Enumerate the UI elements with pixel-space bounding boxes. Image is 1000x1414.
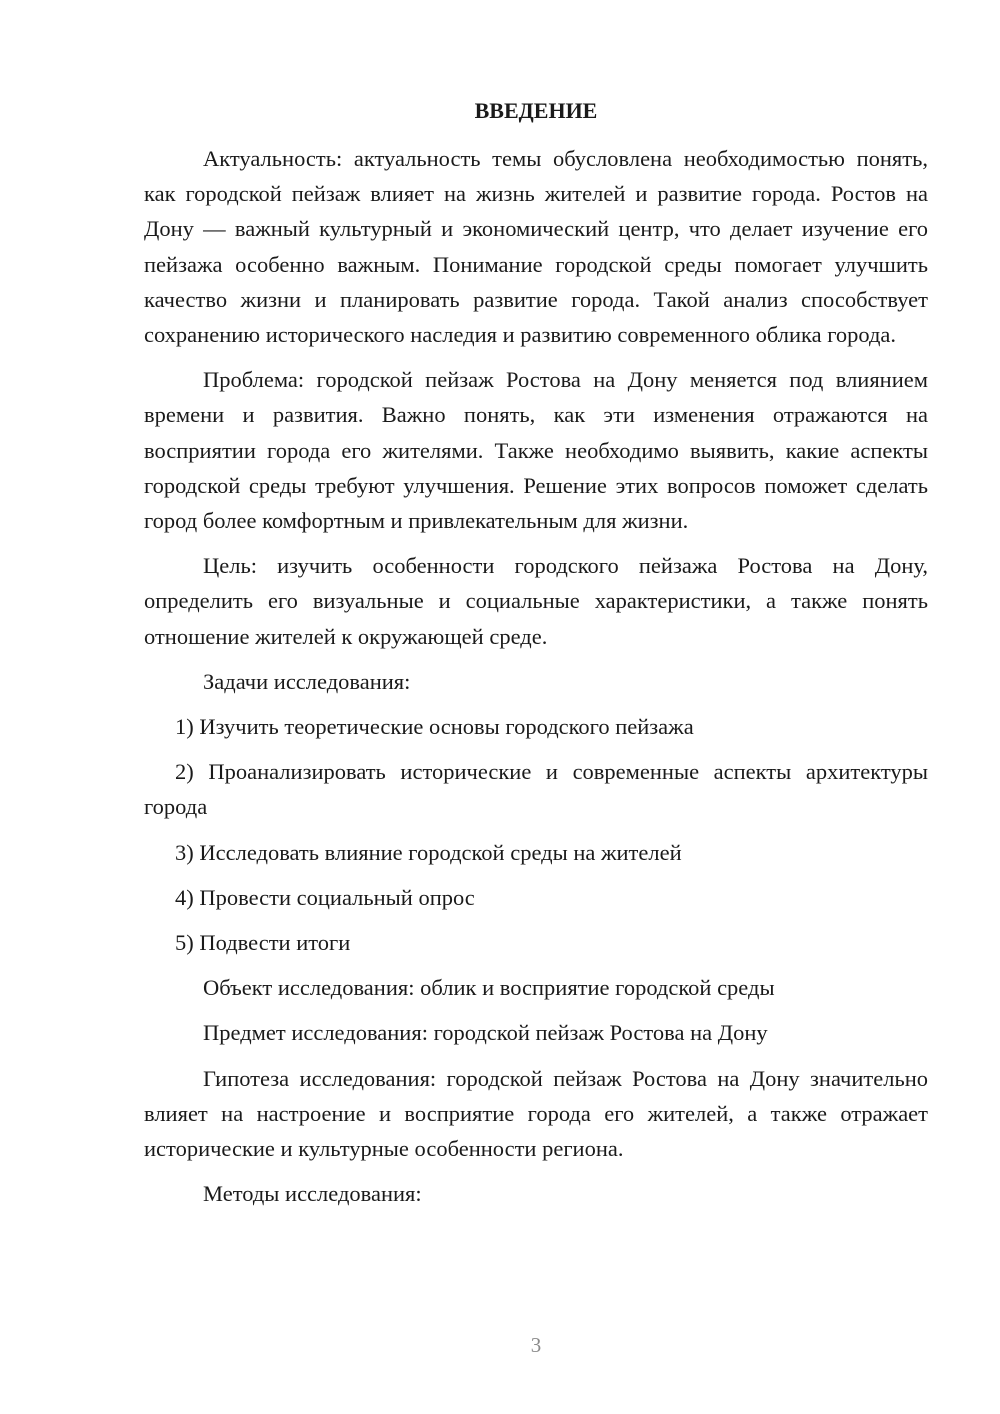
task-item-5: 5) Подвести итоги bbox=[175, 930, 351, 956]
task-item-3: 3) Исследовать влияние городской среды на жителей bbox=[175, 839, 682, 865]
task-item-4: 4) Провести социальный опрос bbox=[175, 884, 475, 910]
paragraph-relevance: Актуальность: актуальность темы обусловлена необходимостью понять, как городской пейзаж влияет на жизнь жителей и развитие города. Ростов на Дону — важный культурный и экономический центр, что делает изучение его пейзажа особенно важным. Понимание городской среды помогает улучшить качество жизни и планировать развитие города. Такой анализ способствует сохранению исторического наследия и развитию современного облика города. bbox=[144, 146, 928, 348]
methods-heading: Методы исследования: bbox=[203, 1181, 422, 1207]
page-number: 3 bbox=[530, 1333, 542, 1357]
document-page bbox=[144, 96, 928, 1221]
task-item-1: 1) Изучить теоретические основы городского пейзажа bbox=[175, 714, 694, 740]
page-title: ВВЕДЕНИЕ bbox=[474, 98, 598, 123]
paragraph-hypothesis: Гипотеза исследования: городской пейзаж Ростова на Дону значительно влияет на настроение и восприятие города его жителей, а также отражает исторические и культурные особенности региона. bbox=[144, 1065, 928, 1162]
paragraph-subject: Предмет исследования: городской пейзаж Ростова на Дону bbox=[203, 1020, 768, 1046]
tasks-heading: Задачи исследования: bbox=[203, 668, 411, 694]
task-item-2: 2) Проанализировать исторические и современные аспекты архитектуры города bbox=[144, 759, 928, 820]
paragraph-object: Объект исследования: облик и восприятие городской среды bbox=[203, 975, 775, 1001]
paragraph-goal: Цель: изучить особенности городского пейзажа Ростова на Дону, определить его визуальные и социальные характеристики, а также понять отношение жителей к окружающей среде. bbox=[144, 553, 928, 649]
paragraph-problem: Проблема: городской пейзаж Ростова на Дону меняется под влиянием времени и развития. Важно понять, как эти изменения отражаются на восприятии города его жителями. Также необходимо выявить, какие аспекты городской среды требуют улучшения. Решение этих вопросов поможет сделать город более комфортным и привлекательным для жизни. bbox=[144, 367, 928, 534]
